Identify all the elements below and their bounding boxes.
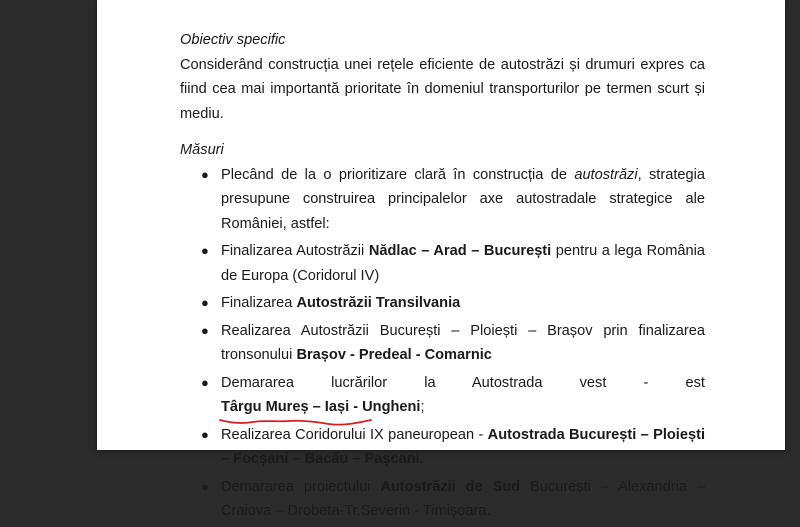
document-page [97,0,785,519]
item-text: Demararea proiectului [221,478,381,495]
measure-item [180,319,705,368]
bold-text: Brașov - Predeal - Comarnic [296,347,492,363]
bullet-icon: ● [201,322,209,338]
item-text: pentru a lega România de Europa (Coridorul IV) [221,243,705,284]
paragraph-spacer [180,126,705,138]
bullet-icon: ● [201,166,209,182]
measures-heading: Măsuri [180,142,224,158]
measure-item [180,291,705,316]
annotated-bold-text: Târgu Mureș – Iași - Ungheni [221,395,420,420]
bullet-icon: ● [201,374,209,390]
bold-text: Nădlac – Arad – București [368,243,552,259]
bold-text: Autostrăzii Transilvania [296,295,461,311]
bullet-icon: ● [201,426,209,442]
item-text: Realizarea Autostrăzii București – Ploiești – Brașov prin finalizarea tronsonului [221,322,705,363]
item-text: ; [420,399,425,415]
italic-text: autostrăzi [574,166,638,183]
item-text: București – Alexandria – Craiova – Drobeta-Tr.Severin - Timișoara. [221,478,705,519]
item-text: , strategia presupune construirea principalelor axe autostradale strategice ale României, astfel: [221,166,705,232]
measure-item [180,239,705,288]
item-text: Demararea lucrărilor la Autostrada vest - est [221,374,705,391]
measure-item [180,163,705,237]
item-text: Plecând de la o prioritizare clară în construcția de [221,166,575,183]
measure-item [180,423,705,472]
measures-list [180,163,705,524]
objective-paragraph: Considerând construcția unei rețele eficiente de autostrăzi și drumuri expres ca fiind cea mai importantă prioritate în domeniul transporturilor pe termen scurt și mediu. [180,56,705,122]
item-text: Realizarea Coridorului IX paneuropean - [221,426,488,443]
bullet-icon: ● [201,243,209,258]
measure-item [180,371,705,420]
bullet-icon: ● [201,295,209,310]
document-content [180,28,705,527]
bold-text: Autostrada București – Ploiești – Focșani – Bacău – Pașcani. [221,426,706,467]
measure-item [180,475,705,524]
item-text: Finalizarea [221,295,297,311]
objective-heading: Obiectiv specific [180,32,286,48]
item-text: Finalizarea Autostrăzii [221,243,369,259]
bullet-icon: ● [201,478,209,494]
bold-text: Autostrăzii de Sud [380,478,521,495]
